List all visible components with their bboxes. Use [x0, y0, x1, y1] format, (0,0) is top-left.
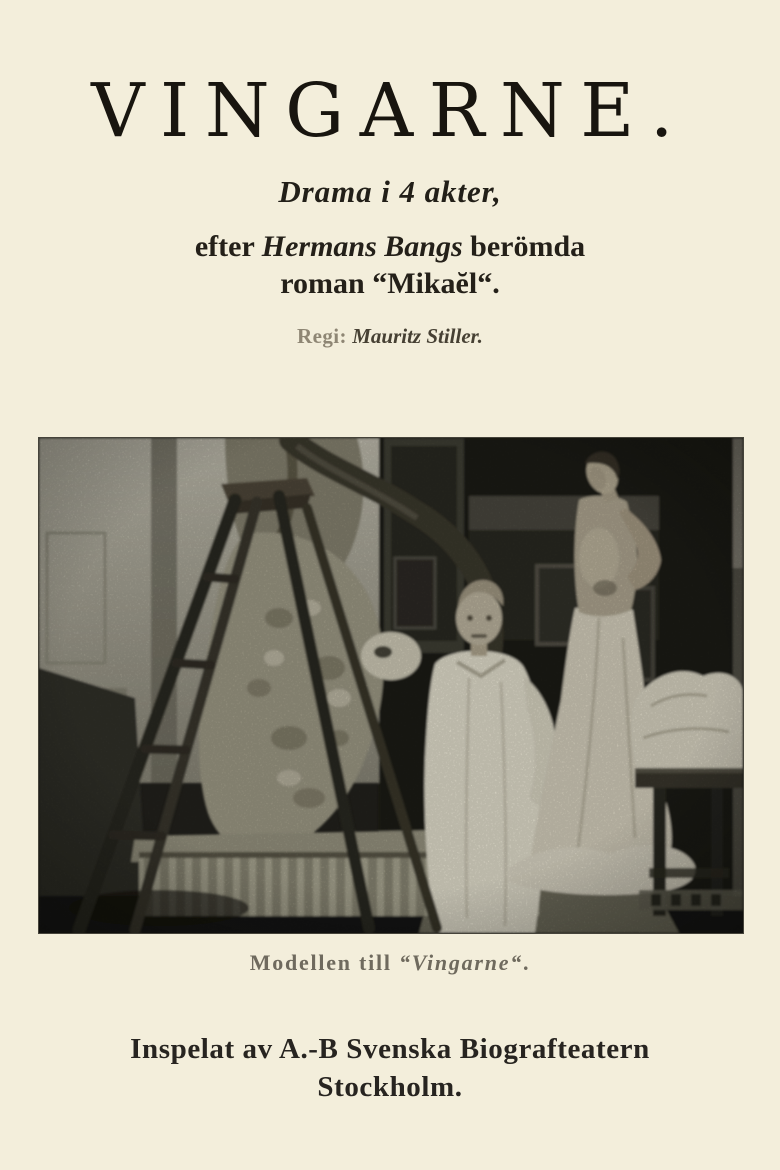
byline-suffix: berömda: [462, 230, 586, 263]
novel-title: “Mikaĕl“.: [372, 267, 500, 300]
film-grain-overlay: [39, 438, 743, 933]
drama-subtitle: Drama i 4 akter,: [278, 174, 502, 209]
studio-credit-line2: Stockholm.: [317, 1071, 463, 1103]
caption-prefix: Modellen till: [249, 950, 400, 975]
director-name: Mauritz Stiller.: [352, 324, 483, 348]
studio-credit-line1: Inspelat av A.-B Svenska Biografteatern: [130, 1033, 650, 1065]
photo-caption: [0, 950, 780, 976]
director-credit: [0, 324, 780, 349]
novel-prefix: roman: [280, 267, 373, 300]
film-title: VINGARNE.: [91, 68, 689, 154]
studio-photo-illustration: [39, 438, 743, 933]
byline-prefix: efter: [194, 230, 262, 263]
caption-suffix: .: [523, 950, 531, 975]
caption-film-title: “Vingarne“: [399, 950, 523, 975]
director-label: Regi:: [297, 324, 347, 348]
author-name: Hermans Bangs: [261, 230, 463, 263]
byline-line2: [0, 267, 780, 301]
byline-line1: [0, 230, 780, 264]
studio-photograph: [38, 437, 744, 934]
